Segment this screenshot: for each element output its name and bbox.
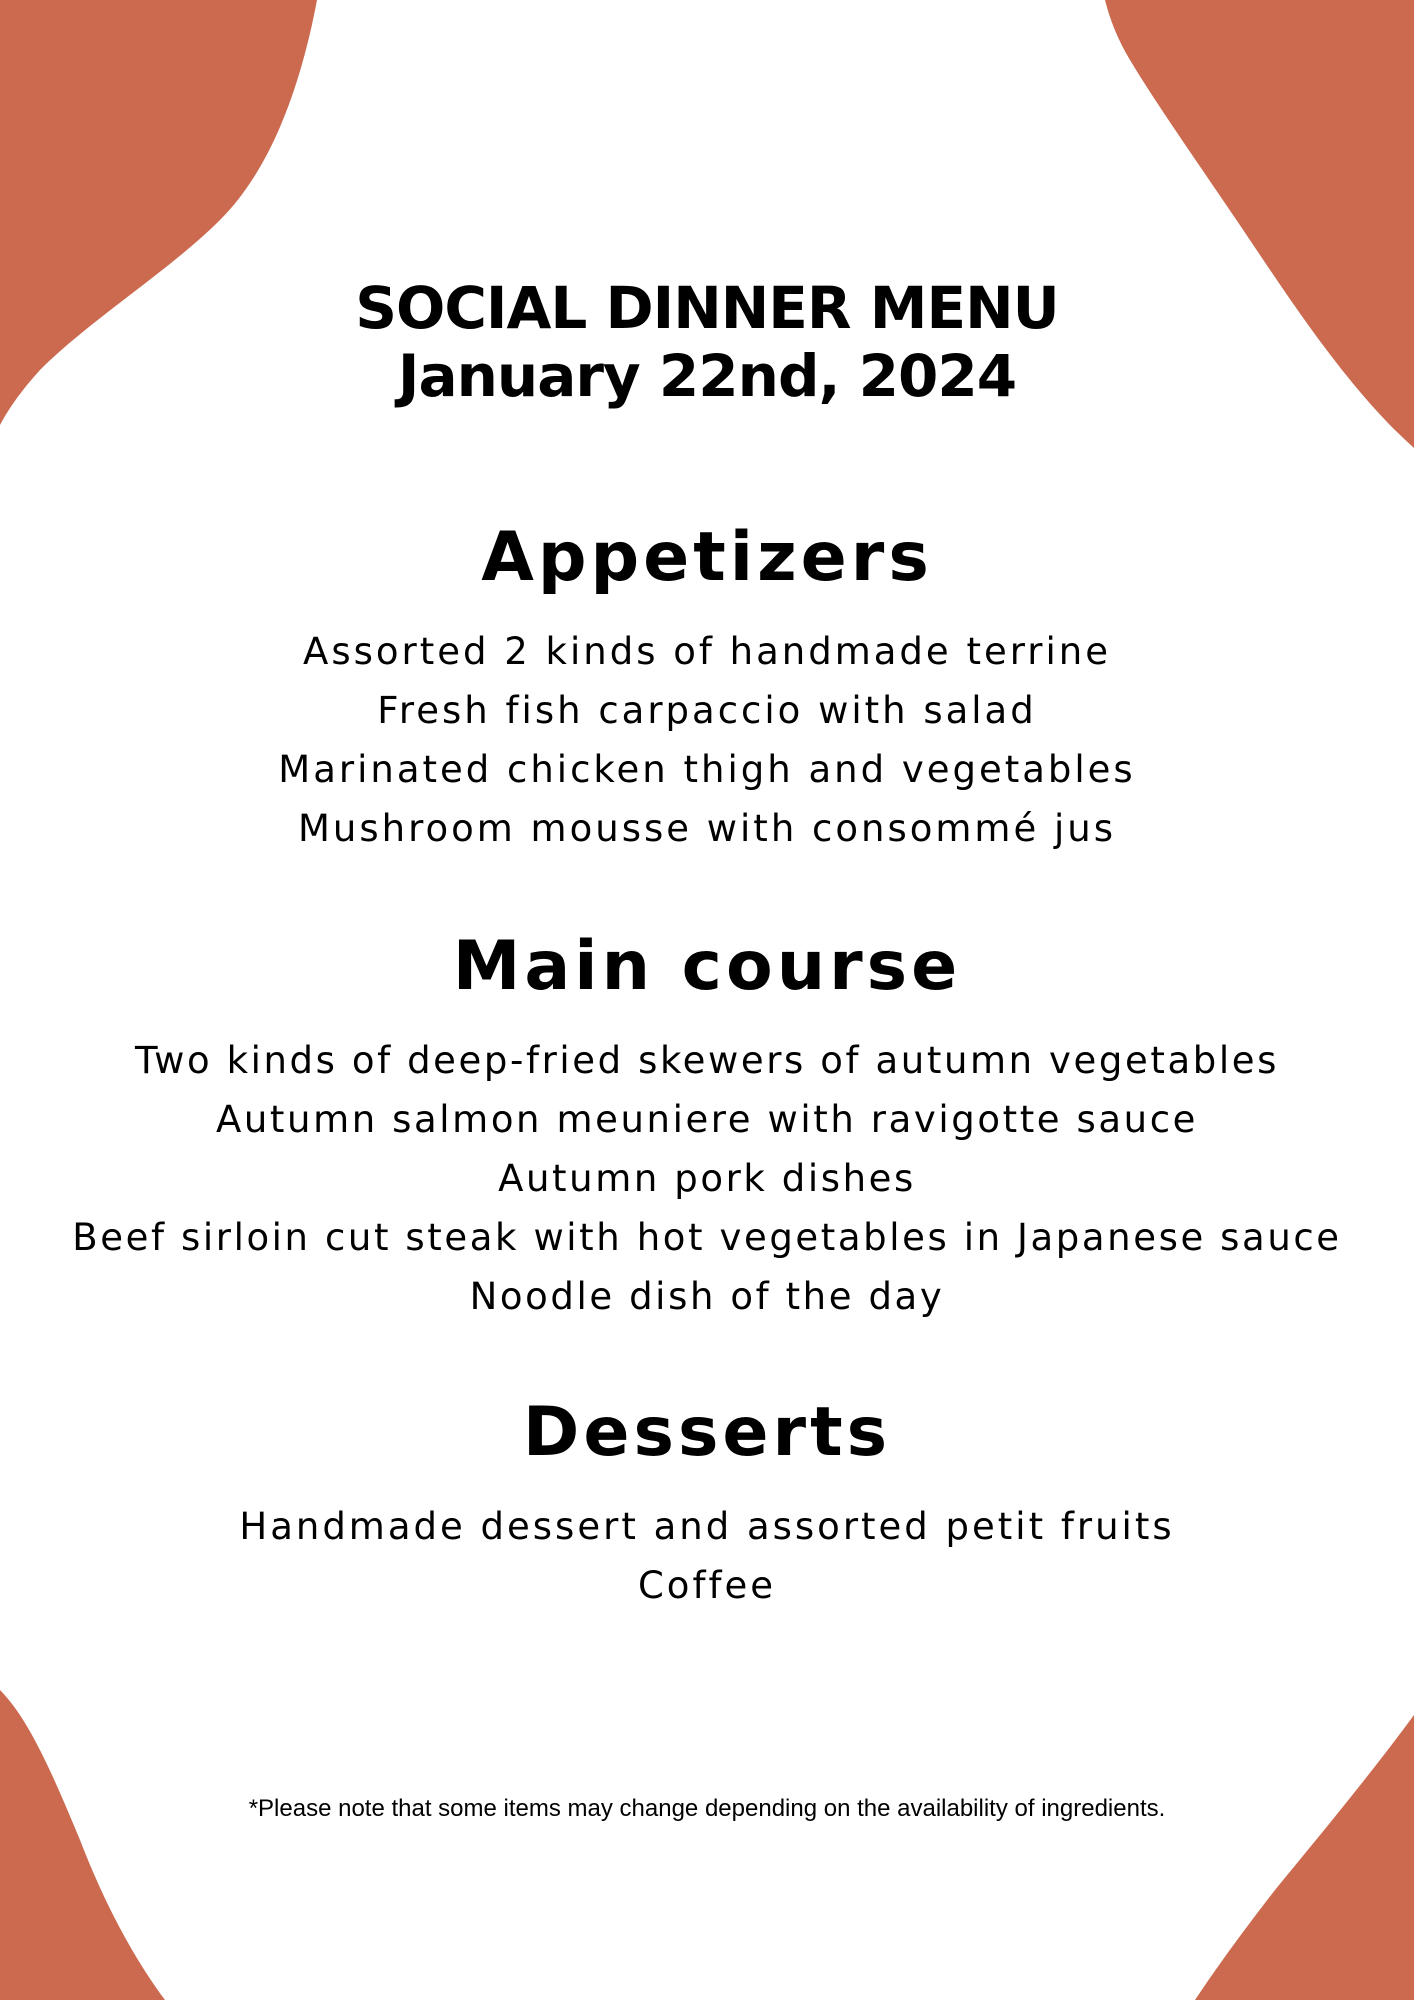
list-item: Beef sirloin cut steak with hot vegetables in Japanese sauce [72, 1216, 1342, 1259]
list-item: Handmade dessert and assorted petit fruits [239, 1505, 1175, 1548]
list-item: Fresh fish carpaccio with salad [377, 689, 1037, 732]
list-item: Coffee [637, 1564, 777, 1607]
menu-title: SOCIAL DINNER MENU [355, 274, 1059, 342]
menu-date: January 22nd, 2024 [397, 342, 1017, 410]
list-item: Autumn salmon meuniere with ravigotte sauce [215, 1098, 1199, 1141]
list-item: Noodle dish of the day [469, 1275, 945, 1318]
main-course-list [0, 1031, 1414, 1326]
list-item: Marinated chicken thigh and vegetables [278, 748, 1136, 791]
list-item: Mushroom mousse with consommé jus [297, 807, 1116, 850]
list-item: Assorted 2 kinds of handmade terrine [303, 630, 1111, 673]
section-heading-desserts: Desserts [522, 1393, 892, 1472]
section-heading-main-course: Main course [452, 927, 962, 1006]
section-heading-appetizers: Appetizers [481, 518, 933, 597]
availability-note: *Please note that some items may change depending on the availability of ingredients. [248, 1795, 1166, 1822]
list-item: Autumn pork dishes [498, 1157, 916, 1200]
appetizers-list [0, 622, 1414, 858]
desserts-list [0, 1497, 1414, 1615]
list-item: Two kinds of deep-fried skewers of autumn vegetables [135, 1039, 1279, 1082]
